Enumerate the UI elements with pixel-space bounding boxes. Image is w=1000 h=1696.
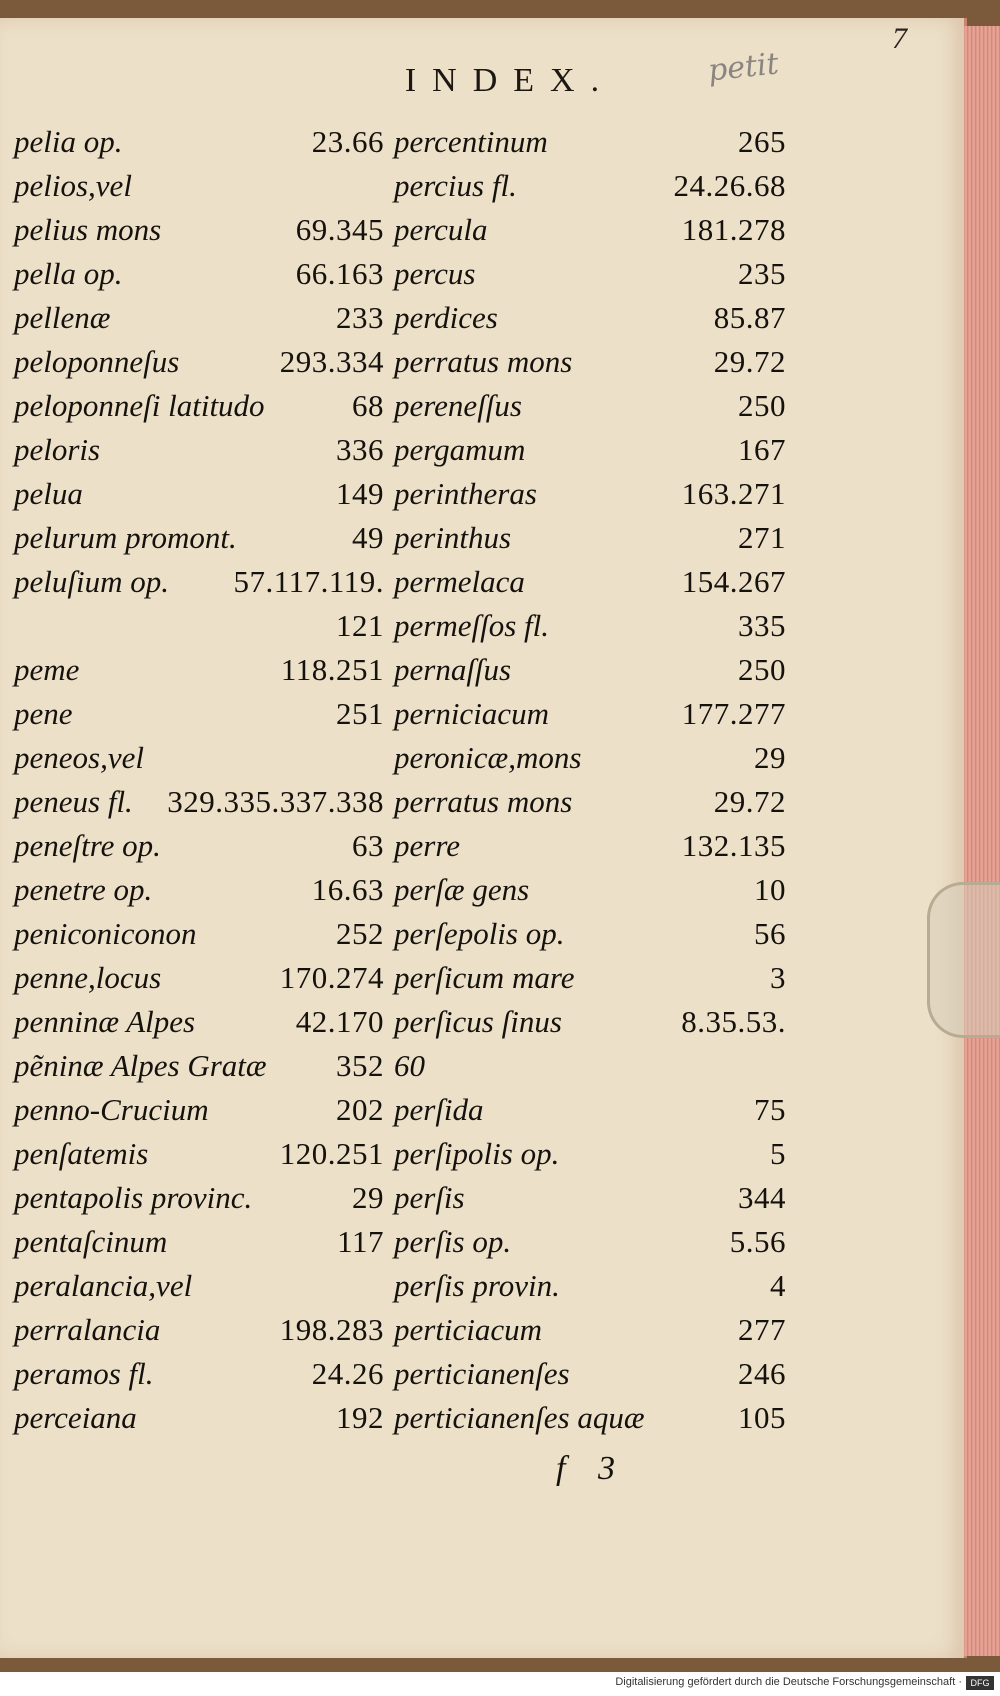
- entry-pages: 16.63: [311, 872, 384, 907]
- entry-pages: 42.170: [295, 1004, 384, 1039]
- index-entry: [14, 648, 384, 692]
- entry-term: perceiana: [14, 1400, 137, 1435]
- entry-term: perdices: [394, 300, 498, 335]
- entry-pages: 5: [770, 1136, 786, 1171]
- entry-pages: 265: [738, 124, 786, 159]
- index-entry: [14, 604, 384, 648]
- entry-term: pereneſſus: [394, 388, 522, 423]
- footer-credit: Digitalisierung gefördert durch die Deutsche Forschungsgemeinschaft ·: [615, 1676, 962, 1688]
- entry-pages: 105: [738, 1400, 786, 1435]
- entry-term: peramos fl.: [14, 1356, 154, 1391]
- entry-pages: 335: [738, 608, 786, 643]
- entry-pages: 154.267: [681, 564, 786, 599]
- entry-term: peloponneſi latitudo: [14, 388, 265, 423]
- index-entry: [14, 560, 384, 604]
- entry-term: pelurum promont.: [14, 520, 237, 555]
- entry-term: pergamum: [394, 432, 526, 467]
- entry-term: perſis provin.: [394, 1268, 560, 1303]
- index-entry: [14, 296, 384, 340]
- index-entry: [394, 868, 786, 912]
- entry-term: peneos,vel: [14, 740, 144, 775]
- entry-pages: 69.345: [295, 212, 384, 247]
- entry-pages: 132.135: [681, 828, 786, 863]
- dfg-logo-icon: DFG: [966, 1676, 994, 1690]
- entry-term: penetre op.: [14, 872, 153, 907]
- entry-term: perſicum mare: [394, 960, 575, 995]
- entry-pages: 233: [336, 300, 384, 335]
- index-entry: [14, 340, 384, 384]
- index-entry: [14, 1000, 384, 1044]
- entry-pages: 57.117.119.: [233, 564, 384, 599]
- index-entry: [394, 1220, 786, 1264]
- index-entry: [14, 1132, 384, 1176]
- signature-mark: f 3: [556, 1450, 615, 1487]
- index-entry: [394, 384, 786, 428]
- entry-term: pellenæ: [14, 300, 111, 335]
- index-entry: [14, 516, 384, 560]
- entry-term: 60: [394, 1048, 425, 1083]
- entry-term: permeſſos fl.: [394, 608, 549, 643]
- index-entry: [394, 296, 786, 340]
- entry-term: pelia op.: [14, 124, 123, 159]
- corner-number: 7: [892, 22, 907, 55]
- page-header: INDEX.: [404, 62, 616, 99]
- entry-term: perſipolis op.: [394, 1136, 560, 1171]
- index-entry: [14, 824, 384, 868]
- index-entry: [394, 1044, 786, 1088]
- entry-pages: 251: [336, 696, 384, 731]
- index-entry: [14, 912, 384, 956]
- entry-term: peluſium op.: [14, 564, 169, 599]
- clasp-mark: [927, 882, 1000, 1038]
- entry-term: peronicæ,mons: [394, 740, 582, 775]
- entry-term: perſis: [394, 1180, 465, 1215]
- index-entry: [14, 1264, 384, 1308]
- left-index-column: [14, 120, 384, 1440]
- index-entry: [394, 692, 786, 736]
- entry-term: percus: [394, 256, 476, 291]
- index-entry: [14, 1176, 384, 1220]
- index-entry: [394, 252, 786, 296]
- index-entry: [394, 912, 786, 956]
- entry-term: pernaſſus: [394, 652, 512, 687]
- entry-pages: 75: [754, 1092, 786, 1127]
- entry-term: perticiacum: [394, 1312, 543, 1347]
- entry-pages: 293.334: [279, 344, 384, 379]
- entry-term: pene: [14, 696, 73, 731]
- index-entry: [394, 736, 786, 780]
- entry-term: pelua: [14, 476, 83, 511]
- entry-pages: 29.72: [713, 784, 786, 819]
- index-entry: [394, 428, 786, 472]
- page-edges: [964, 26, 1000, 1656]
- entry-term: perratus mons: [394, 344, 573, 379]
- entry-term: penninæ Alpes: [14, 1004, 196, 1039]
- entry-pages: 4: [770, 1268, 786, 1303]
- entry-term: perticianenſes: [394, 1356, 570, 1391]
- entry-pages: 121: [336, 608, 384, 643]
- index-entry: [394, 1308, 786, 1352]
- index-entry: [14, 1044, 384, 1088]
- index-entry: [394, 120, 786, 164]
- index-entry: [14, 692, 384, 736]
- index-entry: [14, 120, 384, 164]
- entry-term: peneſtre op.: [14, 828, 161, 863]
- pencil-annotation: petit: [706, 46, 781, 89]
- entry-term: perintheras: [394, 476, 537, 511]
- entry-pages: 8.35.53.: [681, 1004, 786, 1039]
- entry-pages: 24.26: [311, 1356, 384, 1391]
- index-entry: [14, 1352, 384, 1396]
- index-entry: [14, 1308, 384, 1352]
- index-entry: [394, 824, 786, 868]
- entry-term: percentinum: [394, 124, 548, 159]
- entry-term: perſis op.: [394, 1224, 512, 1259]
- index-entry: [14, 384, 384, 428]
- index-entry: [394, 1352, 786, 1396]
- entry-term: peneus fl.: [14, 784, 133, 819]
- entry-pages: 198.283: [279, 1312, 384, 1347]
- entry-pages: 149: [336, 476, 384, 511]
- entry-pages: 177.277: [681, 696, 786, 731]
- entry-term: peloris: [14, 432, 101, 467]
- index-entry: [394, 472, 786, 516]
- entry-term: percius fl.: [394, 168, 517, 203]
- entry-pages: 120.251: [279, 1136, 384, 1171]
- entry-pages: 252: [336, 916, 384, 951]
- entry-pages: 85.87: [713, 300, 786, 335]
- entry-pages: 277: [738, 1312, 786, 1347]
- index-entry: [394, 1396, 786, 1440]
- entry-term: pelius mons: [14, 212, 162, 247]
- index-entry: [14, 736, 384, 780]
- entry-pages: 235: [738, 256, 786, 291]
- entry-term: penno-Crucium: [14, 1092, 209, 1127]
- entry-pages: 192: [336, 1400, 384, 1435]
- index-entry: [14, 252, 384, 296]
- index-entry: [14, 208, 384, 252]
- entry-pages: 118.251: [280, 652, 384, 687]
- index-entry: [394, 1088, 786, 1132]
- entry-pages: 117: [337, 1224, 384, 1259]
- entry-term: perticianenſes aquæ: [394, 1400, 645, 1435]
- entry-pages: 250: [738, 652, 786, 687]
- entry-pages: 29.72: [713, 344, 786, 379]
- entry-pages: 271: [738, 520, 786, 555]
- index-entry: [394, 648, 786, 692]
- entry-pages: 202: [336, 1092, 384, 1127]
- index-entry: [14, 956, 384, 1000]
- index-entry: [394, 516, 786, 560]
- entry-term: peralancia,vel: [14, 1268, 193, 1303]
- index-entry: [14, 472, 384, 516]
- entry-pages: 336: [336, 432, 384, 467]
- entry-term: pẽninæ Alpes Gratæ: [14, 1048, 267, 1083]
- entry-term: pelios,vel: [14, 168, 132, 203]
- index-entry: [394, 956, 786, 1000]
- entry-term: perralancia: [14, 1312, 161, 1347]
- entry-pages: 68: [352, 388, 384, 423]
- entry-pages: 29: [754, 740, 786, 775]
- index-entry: [394, 340, 786, 384]
- index-entry: [394, 1176, 786, 1220]
- entry-pages: 24.26.68: [673, 168, 786, 203]
- entry-pages: 56: [754, 916, 786, 951]
- index-entry: [14, 1396, 384, 1440]
- entry-term: pella op.: [14, 256, 123, 291]
- entry-pages: 163.271: [681, 476, 786, 511]
- entry-term: perſicus ſinus: [394, 1004, 562, 1039]
- entry-term: pentaſcinum: [14, 1224, 168, 1259]
- entry-term: peloponneſus: [14, 344, 180, 379]
- index-entry: [14, 164, 384, 208]
- entry-pages: 63: [352, 828, 384, 863]
- entry-pages: 352: [336, 1048, 384, 1083]
- index-entry: [394, 208, 786, 252]
- index-entry: [394, 1132, 786, 1176]
- right-index-column: [394, 120, 786, 1440]
- entry-term: penne,locus: [14, 960, 162, 995]
- entry-pages: 344: [738, 1180, 786, 1215]
- entry-term: pentapolis provinc.: [14, 1180, 253, 1215]
- index-entry: [394, 604, 786, 648]
- entry-pages: 3: [770, 960, 786, 995]
- index-entry: [14, 780, 384, 824]
- index-entry: [14, 1088, 384, 1132]
- entry-pages: 66.163: [295, 256, 384, 291]
- index-entry: [394, 1264, 786, 1308]
- entry-term: peme: [14, 652, 80, 687]
- entry-pages: 10: [754, 872, 786, 907]
- entry-pages: 246: [738, 1356, 786, 1391]
- entry-term: percula: [394, 212, 488, 247]
- entry-pages: 23.66: [311, 124, 384, 159]
- entry-pages: 29: [352, 1180, 384, 1215]
- entry-pages: 329.335.337.338: [167, 784, 384, 819]
- entry-pages: 250: [738, 388, 786, 423]
- entry-term: permelaca: [394, 564, 525, 599]
- index-entry: [14, 868, 384, 912]
- entry-term: perinthus: [394, 520, 512, 555]
- entry-term: perratus mons: [394, 784, 573, 819]
- index-entry: [394, 780, 786, 824]
- entry-term: perſæ gens: [394, 872, 530, 907]
- index-entry: [14, 1220, 384, 1264]
- entry-pages: 170.274: [279, 960, 384, 995]
- entry-pages: 181.278: [681, 212, 786, 247]
- index-entry: [394, 164, 786, 208]
- entry-term: perſida: [394, 1092, 484, 1127]
- index-entry: [394, 560, 786, 604]
- entry-term: perre: [394, 828, 460, 863]
- entry-pages: 167: [738, 432, 786, 467]
- entry-term: penſatemis: [14, 1136, 149, 1171]
- index-entry: [14, 428, 384, 472]
- entry-term: peniconiconon: [14, 916, 197, 951]
- entry-pages: 49: [352, 520, 384, 555]
- index-entry: [394, 1000, 786, 1044]
- entry-pages: 5.56: [729, 1224, 786, 1259]
- entry-term: perſepolis op.: [394, 916, 565, 951]
- entry-term: perniciacum: [394, 696, 549, 731]
